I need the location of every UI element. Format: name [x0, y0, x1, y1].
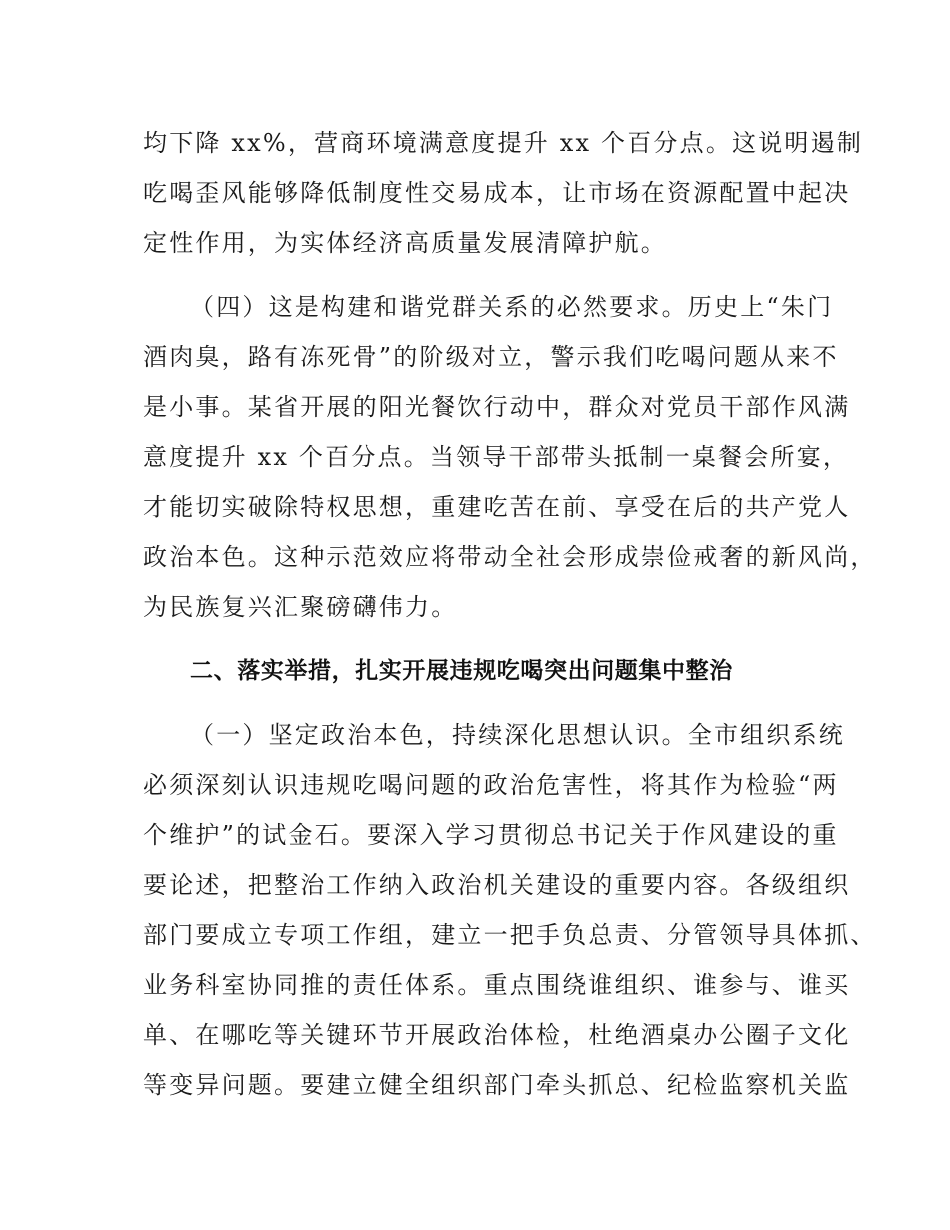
- paragraph-2-line-1: （四）这是构建和谐党群关系的必然要求。历史上“朱门: [190, 293, 834, 321]
- paragraph-3-line-7: 单、在哪吃等关键环节开展政治体检，杜绝酒桌办公圈子文化: [143, 1021, 851, 1049]
- paragraph-3-line-4: 要论述，把整治工作纳入政治机关建设的重要内容。各级组织: [143, 871, 851, 899]
- paragraph-3-line-3: 个维护”的试金石。要深入学习贯彻总书记关于作风建设的重: [143, 821, 839, 849]
- paragraph-3-line-6: 业务科室协同推的责任体系。重点围绕谁组织、谁参与、谁买: [143, 971, 851, 999]
- paragraph-2-line-4: 意度提升 xx 个百分点。当领导干部带头抵制一桌餐会所宴，: [143, 443, 850, 471]
- paragraph-3-line-1: （一）坚定政治本色，持续深化思想认识。全市组织系统: [190, 721, 845, 749]
- paragraph-2-line-2: 酒肉臭，路有冻死骨”的阶级对立，警示我们吃喝问题从来不: [143, 343, 839, 371]
- paragraph-3-line-8: 等变异问题。要建立健全组织部门牵头抓总、纪检监察机关监: [143, 1071, 851, 1099]
- paragraph-1-line-1: 均下降 xx%，营商环境满意度提升 xx 个百分点。这说明遏制: [143, 129, 864, 157]
- paragraph-2-line-6: 政治本色。这种示范效应将带动全社会形成崇俭戒奢的新风尚，: [143, 543, 877, 571]
- paragraph-2-line-3: 是小事。某省开展的阳光餐饮行动中，群众对党员干部作风满: [143, 393, 851, 421]
- paragraph-2-line-7: 为民族复兴汇聚磅礴伟力。: [143, 593, 458, 621]
- paragraph-2-line-5: 才能切实破除特权思想，重建吃苦在前、享受在后的共产党人: [143, 493, 851, 521]
- paragraph-3-line-5: 部门要成立专项工作组，建立一把手负总责、分管领导具体抓、: [143, 921, 877, 949]
- section-heading: 二、落实举措，扎实开展违规吃喝突出问题集中整治: [190, 658, 733, 684]
- paragraph-1-line-3: 定性作用，为实体经济高质量发展清障护航。: [143, 229, 667, 257]
- paragraph-1-line-2: 吃喝歪风能够降低制度性交易成本，让市场在资源配置中起决: [143, 179, 851, 207]
- paragraph-3-line-2: 必须深刻认识违规吃喝问题的政治危害性，将其作为检验“两: [143, 771, 839, 799]
